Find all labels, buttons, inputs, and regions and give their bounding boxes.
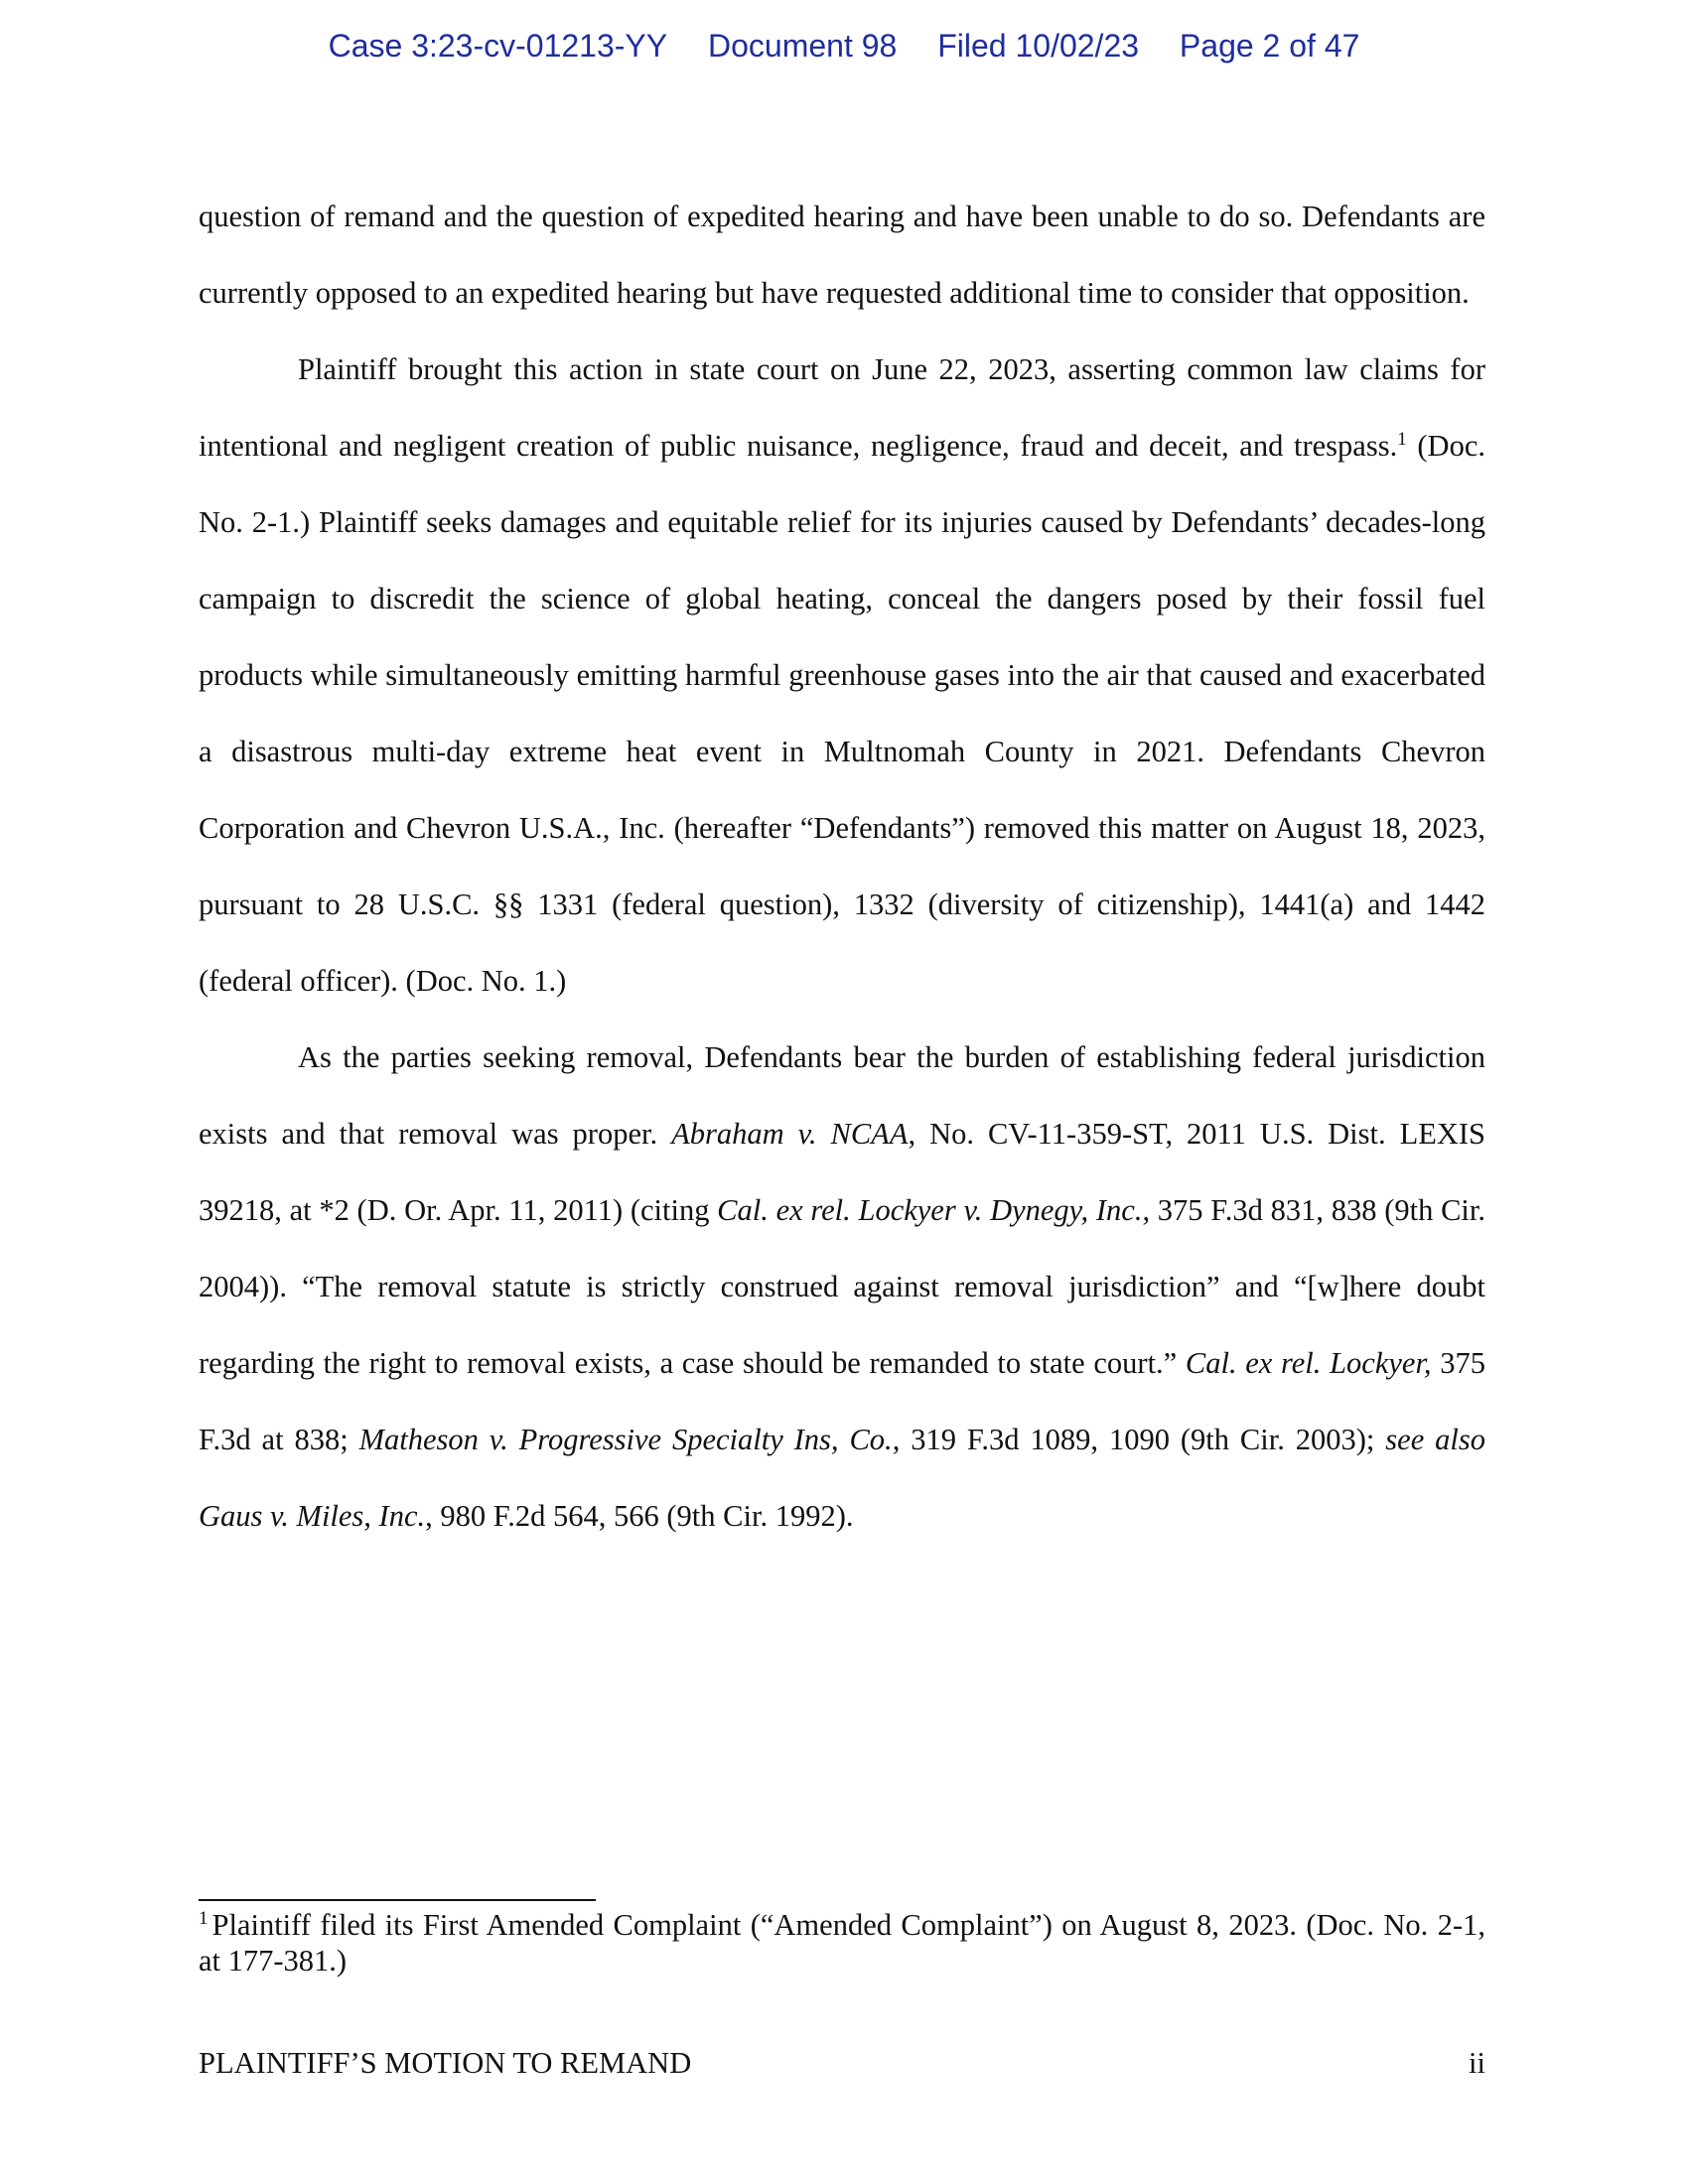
footnote-reference[interactable]: 1 <box>1397 428 1407 450</box>
paragraph-1: question of remand and the question of expedited hearing and have been unable to do so. Defendants are currently opposed to an expedited hearing but have requested additional time to consider that opposition. <box>199 200 1485 310</box>
document-number: Document 98 <box>708 28 898 64</box>
footnote-divider <box>199 1899 596 1901</box>
paragraph-2-text-a: Plaintiff brought this action in state court on June 22, 2023, asserting common law claims for intentional and negligent creation of public nuisance, negligence, fraud and deceit, and trespass. <box>199 352 1485 463</box>
paragraph-2 <box>199 332 1485 1020</box>
paragraph-3-text-3: , 375 F.3d 831, 838 (9th Cir. 2004)). “The removal statute is strictly construed against removal jurisdiction” and “[w]here doubt regarding the right to removal exists, a case should be remanded to state court.” <box>199 1193 1485 1380</box>
citation-lockyer-short: Cal. ex rel. Lockyer, <box>1185 1346 1432 1380</box>
paragraph-3-text-4: 375 F.3d at 838; <box>199 1346 1485 1456</box>
ecf-header <box>0 28 1688 65</box>
document-body <box>199 179 1485 1555</box>
footnote-number: 1 <box>199 1907 209 1929</box>
citation-abraham: Abraham v. NCAA <box>671 1117 909 1151</box>
paragraph-2-text-b: (Doc. No. 2-1.) Plaintiff seeks damages and equitable relief for its injuries caused by Defendants’ decades-long campaign to discredit the science of global heating, conceal the dangers posed by their fossil fuel products while simultaneously emitting harmful greenhouse gases into the air that caused and exacerbated a disastrous multi-day extreme heat event in Multnomah County in 2021. Defendants Chevron Corporation and Chevron U.S.A., Inc. (hereafter “Defendants”) removed this matter on August 18, 2023, pursuant to 28 U.S.C. §§ 1331 (federal question), 1332 (diversity of citizenship), 1441(a) and 1442 (federal officer). (Doc. No. 1.) <box>199 429 1485 998</box>
citation-lockyer-dynegy: Cal. ex rel. Lockyer v. Dynegy, Inc. <box>717 1193 1143 1227</box>
paragraph-3-text-2: , No. CV-11-359-ST, 2011 U.S. Dist. LEXIS 39218, at *2 (D. Or. Apr. 11, 2011) (citing <box>199 1117 1486 1227</box>
paragraph-3 <box>199 1020 1485 1555</box>
case-number: Case 3:23-cv-01213-YY <box>328 28 668 64</box>
footnote-text: Plaintiff filed its First Amended Complaint (“Amended Complaint”) on August 8, 2023. (Doc. No. 2-1, at 177-381.) <box>199 1908 1485 1978</box>
page-indicator: Page 2 of 47 <box>1179 28 1360 64</box>
footer-page-number: ii <box>1469 2046 1485 2080</box>
footer-document-title: PLAINTIFF’S MOTION TO REMAND <box>199 2046 692 2080</box>
citation-matheson: Matheson v. Progressive Specialty Ins, Co. <box>358 1423 893 1456</box>
paragraph-3-text-6: , 980 F.2d 564, 566 (9th Cir. 1992). <box>425 1499 854 1533</box>
paragraph-3-text-1: As the parties seeking removal, Defendants bear the burden of establishing federal jurisdiction exists and that removal was proper. <box>199 1040 1485 1151</box>
footnote <box>199 1907 1485 1979</box>
filed-date: Filed 10/02/23 <box>937 28 1140 64</box>
citation-gaus: see also Gaus v. Miles, Inc. <box>199 1423 1485 1533</box>
paragraph-3-text-5: , 319 F.3d 1089, 1090 (9th Cir. 2003); <box>892 1423 1386 1456</box>
